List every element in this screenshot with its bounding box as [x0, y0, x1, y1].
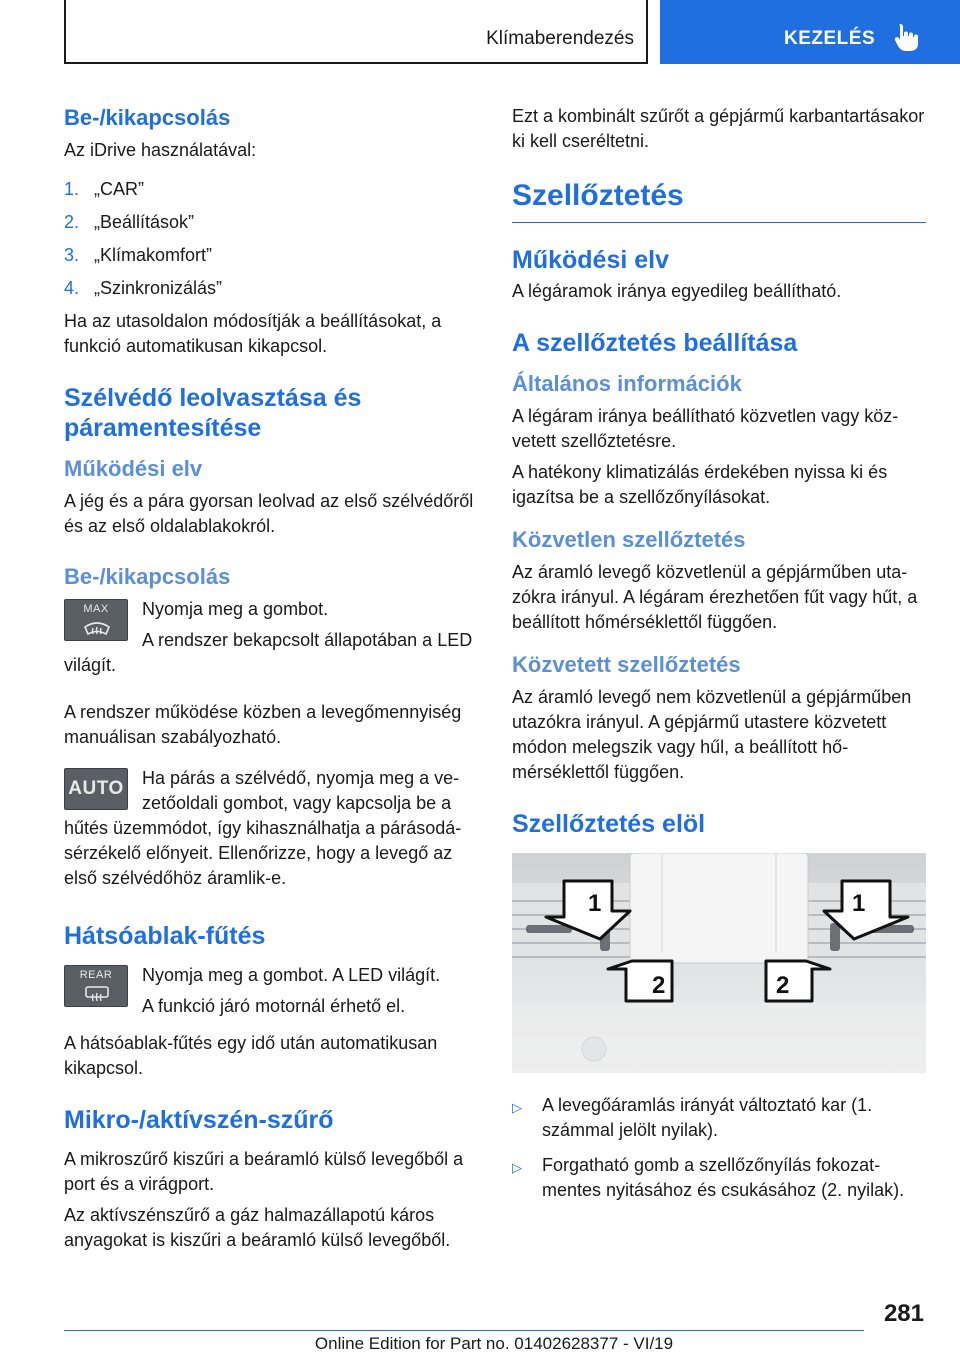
rear-button-block	[64, 963, 478, 1025]
step-text: „Szinkronizálás”	[94, 278, 223, 298]
step-text: „Klímakomfort”	[94, 245, 213, 265]
paragraph: Az áramló levegő közvetlenül a gépjárműben utazókra irányul. A légáram érezhetően fűt vagy hűt, a beállított hőmérséklettől függően.	[512, 562, 918, 632]
section-heading: Be-/kikapcsolás	[64, 105, 231, 130]
right-column	[512, 104, 926, 1213]
callout-label: 1	[588, 890, 602, 917]
list-item	[64, 210, 478, 235]
section-heading: Szellőztetés elöl	[512, 810, 706, 838]
subsection-heading: Közvetett szellőztetés	[512, 652, 741, 677]
page-number: 281	[883, 1300, 924, 1327]
paragraph: A légáram iránya beállítható közvetlen vagy közvetett szellőztetésre.	[512, 406, 899, 451]
footer-edition: Online Edition for Part no. 01402628377 - VI/19	[314, 1334, 674, 1353]
paragraph: A funkció járó motornál érhető el.	[142, 996, 406, 1016]
paragraph: Nyomja meg a gombot. A LED világít.	[142, 965, 441, 985]
max-defrost-button-image	[64, 599, 128, 641]
section-heading: A szellőztetés beállítása	[512, 329, 798, 357]
step-number: 1.	[64, 179, 80, 199]
auto-button-label: AUTO	[68, 778, 124, 799]
callout-label: 2	[776, 972, 790, 999]
header-tab	[660, 0, 960, 64]
chapter-heading-rule	[512, 178, 926, 223]
paragraph: Az iDrive használatával:	[64, 140, 257, 160]
chapter-heading: Szellőztetés	[512, 179, 684, 212]
paragraph: Ha párás a szélvédő, nyomja meg a vezetőoldali gombot, vagy kapcsolja be a hűtés üzemmódot, így kihasználhatja a párásodásérzékelő előnyeit. Ellenőrizze, hogy a levegő az első szélvédőhöz áramlik-e.	[64, 768, 462, 888]
section-heading: Működési elv	[512, 246, 669, 274]
rear-window-heat-icon	[83, 985, 111, 1003]
page-header	[0, 0, 960, 68]
steps-list	[64, 177, 478, 301]
paragraph: A mikroszűrő kiszűri a beáramló külső levegőből a port és a virágport.	[64, 1149, 464, 1194]
paragraph: A hátsóablak-fűtés egy idő után automatikusan kikapcsol.	[64, 1033, 438, 1078]
paragraph: Ezt a kombinált szűrőt a gépjármű karbantartásakor ki kell cseréltetni.	[512, 106, 925, 151]
step-text: „Beállítások”	[94, 212, 195, 232]
step-number: 3.	[64, 245, 80, 265]
front-vent-photo	[512, 853, 926, 1073]
subsection-heading: Általános információk	[512, 371, 742, 396]
paragraph: A rendszer bekapcsolt állapotában a LED világít.	[64, 630, 473, 675]
pointing-hand-icon	[894, 22, 920, 52]
paragraph: Ha az utasoldalon módosítják a beállításokat, a funkció automatikusan kikapcsol.	[64, 311, 442, 356]
paragraph: A rendszer működése közben a levegőmennyiség manuálisan szabályozható.	[64, 702, 462, 747]
paragraph: Az áramló levegő nem közvetlenül a gépjárműben utazókra irányul. A gépjármű utastere közvetett módon melegszik vagy hűl, a beállított hőmérséklettől függően.	[512, 687, 912, 782]
paragraph: Az aktívszénszűrő a gáz halmazállapotú káros anyagokat is kiszűri a beáramló külső levegőből.	[64, 1205, 451, 1250]
paragraph: A jég és a pára gyorsan leolvad az első szélvédőről és az első oldalablakokról.	[64, 491, 474, 536]
list-item	[512, 1153, 926, 1203]
auto-button-image	[64, 768, 128, 810]
section-heading: Hátsóablak-fűtés	[64, 922, 266, 950]
footer-rule	[64, 1330, 864, 1331]
triangle-bullet-icon: ▷	[512, 1160, 522, 1175]
bullet-text: A levegőáramlás irányát változtató kar (1. számmal jelölt nyilak).	[542, 1095, 873, 1140]
step-text: „CAR”	[94, 179, 144, 199]
list-item	[64, 243, 478, 268]
subsection-heading: Közvetlen szellőztetés	[512, 527, 746, 552]
subsection-heading: Működési elv	[64, 456, 203, 481]
auto-button-block	[64, 766, 478, 897]
step-number: 2.	[64, 212, 80, 232]
header-section-title: Klímaberendezés	[486, 28, 634, 49]
header-tab-label: KEZELÉS	[784, 28, 876, 49]
max-button-block	[64, 597, 478, 684]
triangle-bullet-icon: ▷	[512, 1100, 522, 1115]
paragraph: A légáramok iránya egyedileg beállítható.	[512, 281, 842, 301]
paragraph: Nyomja meg a gombot.	[142, 599, 329, 619]
callout-label: 2	[652, 972, 666, 999]
callout-label: 1	[852, 890, 866, 917]
bullet-list	[512, 1093, 926, 1203]
paragraph: A hatékony klimatizálás érdekében nyissa ki és igazítsa be a szellőzőnyílásokat.	[512, 462, 888, 507]
left-column	[64, 104, 478, 1259]
bullet-text: Forgatható gomb a szellőzőnyílás fokozatmentes nyitásához és csukásához (2. nyilak).	[542, 1155, 905, 1200]
section-heading: Szélvédő leolvasztása és páramentesítése	[64, 384, 362, 442]
max-button-label: MAX	[83, 603, 109, 615]
rear-button-label: REAR	[79, 969, 113, 981]
front-vent-illustration	[512, 853, 926, 1073]
list-item	[512, 1093, 926, 1143]
section-heading: Mikro-/aktívszén-szűrő	[64, 1106, 334, 1134]
subsection-heading: Be-/kikapcsolás	[64, 564, 231, 589]
windshield-defrost-icon	[83, 619, 111, 637]
list-item	[64, 177, 478, 202]
rear-window-button-image	[64, 965, 128, 1007]
step-number: 4.	[64, 278, 80, 298]
list-item	[64, 276, 478, 301]
